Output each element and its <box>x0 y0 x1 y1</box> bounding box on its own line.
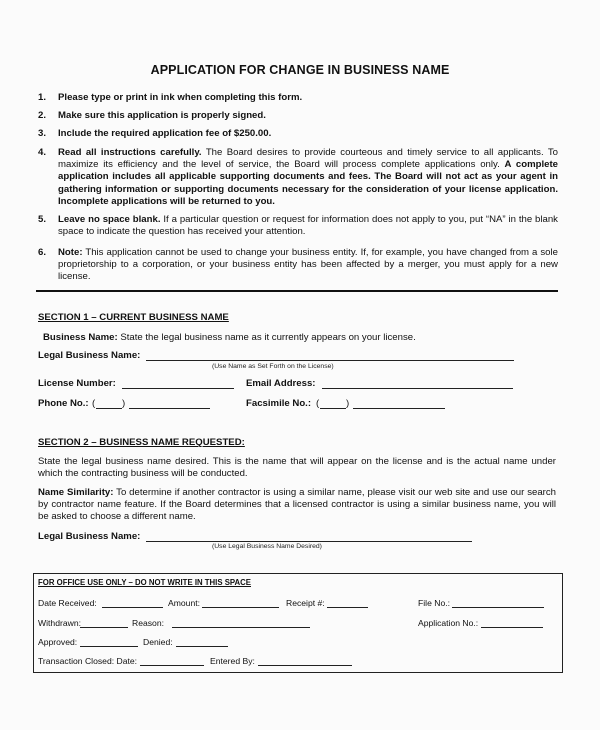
section-divider <box>36 290 558 292</box>
email-address-field[interactable] <box>322 379 513 389</box>
business-name-text: State the legal business name as it currently appears on your license. <box>117 332 416 343</box>
fax-number-field[interactable] <box>353 399 445 409</box>
instruction-lead: Note: <box>58 247 83 258</box>
instruction-2 <box>38 110 558 122</box>
amount-field[interactable] <box>202 598 279 608</box>
denied-field[interactable] <box>176 637 228 647</box>
section-2-heading: SECTION 2 – BUSINESS NAME REQUESTED: <box>38 437 245 448</box>
name-similarity-paragraph <box>38 487 556 524</box>
instruction-6 <box>38 247 558 284</box>
name-similarity-label: Name Similarity: <box>38 487 114 498</box>
transaction-closed-date-field[interactable] <box>140 656 204 666</box>
instruction-lead: Leave no space blank. <box>58 214 161 225</box>
instruction-number: 1. <box>38 92 47 103</box>
receipt-field[interactable] <box>327 598 368 608</box>
phone-area-close: ) <box>122 398 126 409</box>
entered-by-label: Entered By: <box>210 656 255 666</box>
phone-area-open: ( <box>92 398 96 409</box>
instruction-text: Make sure this application is properly signed. <box>58 110 266 121</box>
fax-area-close: ) <box>346 398 350 409</box>
fax-label: Facsimile No.: <box>246 398 312 409</box>
instruction-1 <box>38 92 558 104</box>
instruction-3 <box>38 128 558 140</box>
email-address-label: Email Address: <box>246 378 316 389</box>
fax-area-open: ( <box>316 398 320 409</box>
fax-area-code-field[interactable] <box>320 399 346 409</box>
file-number-field[interactable] <box>452 598 544 608</box>
instruction-text: This application cannot be used to change your business entity. If, for example, you have changed from a sole proprietorship to a corporation, or your business entity has been affected by a merger, you must apply for a new license. <box>58 247 558 283</box>
approved-label: Approved: <box>38 637 78 647</box>
legal-business-name-label-1: Legal Business Name: <box>38 350 141 361</box>
file-number-label: File No.: <box>418 598 450 608</box>
approved-field[interactable] <box>80 637 138 647</box>
legal-business-name-field-2[interactable] <box>146 532 472 542</box>
instruction-text: If a particular question or request for information does not apply to you, put “NA” in the blank space to indicate the question has received your attention. <box>58 214 558 238</box>
application-number-field[interactable] <box>481 618 543 628</box>
name-similarity-text: To determine if another contractor is using a similar name, please visit our web site and use our search by contractor name feature. If the Board determines that a licensed contractor is using a similar business name, you will be asked to choose a different name. <box>38 487 556 523</box>
instruction-emphasis: A complete application includes all applicable supporting documents and fees. The Board will not act as your agent in gathering information or supporting documents necessary for the consideration of your license application. Incomplete applications will be returned to you. <box>58 159 558 207</box>
instruction-text: Include the required application fee of $250.00. <box>58 128 272 139</box>
amount-label: Amount: <box>168 598 201 608</box>
date-received-field[interactable] <box>102 598 163 608</box>
denied-label: Denied: <box>143 637 173 647</box>
transaction-closed-label: Transaction Closed: Date: <box>38 656 138 666</box>
withdrawn-field[interactable] <box>80 618 128 628</box>
reason-label: Reason: <box>132 618 165 628</box>
page-title: APPLICATION FOR CHANGE IN BUSINESS NAME <box>150 63 450 77</box>
date-received-label: Date Received: <box>38 598 97 608</box>
business-name-instruction <box>43 332 553 344</box>
application-number-label: Application No.: <box>418 618 479 628</box>
instruction-4 <box>38 147 558 208</box>
legal-business-name-field-1[interactable] <box>146 351 514 361</box>
instruction-5 <box>38 214 558 238</box>
legal-name-hint-2: (Use Legal Business Name Desired) <box>212 543 322 550</box>
instruction-number: 5. <box>38 214 47 225</box>
instruction-number: 4. <box>38 147 47 158</box>
legal-name-hint-1: (Use Name as Set Forth on the License) <box>212 363 334 370</box>
phone-label: Phone No.: <box>38 398 89 409</box>
business-name-label: Business Name: <box>43 332 118 343</box>
phone-area-code-field[interactable] <box>96 399 122 409</box>
withdrawn-label: Withdrawn: <box>38 618 81 628</box>
receipt-label: Receipt #: <box>286 598 325 608</box>
license-number-label: License Number: <box>38 378 116 389</box>
instruction-lead: Read all instructions carefully. <box>58 147 202 158</box>
entered-by-field[interactable] <box>258 656 352 666</box>
office-use-heading: FOR OFFICE USE ONLY – DO NOT WRITE IN THIS SPACE <box>38 578 251 587</box>
license-number-field[interactable] <box>122 379 234 389</box>
instruction-number: 2. <box>38 110 47 121</box>
phone-number-field[interactable] <box>129 399 210 409</box>
section-2-intro: State the legal business name desired. This is the name that will appear on the license and is the actual name under which the contracting business will be conducted. <box>38 456 556 480</box>
instruction-text: The Board desires to provide courteous and timely service to all applicants. To maximize its efficiency and the level of service, the Board will process complete applications only. <box>58 147 558 171</box>
reason-field[interactable] <box>172 618 310 628</box>
instruction-number: 3. <box>38 128 47 139</box>
section-1-heading: SECTION 1 – CURRENT BUSINESS NAME <box>38 312 229 323</box>
legal-business-name-label-2: Legal Business Name: <box>38 531 141 542</box>
instruction-text: Please type or print in ink when completing this form. <box>58 92 303 103</box>
instruction-number: 6. <box>38 247 47 258</box>
